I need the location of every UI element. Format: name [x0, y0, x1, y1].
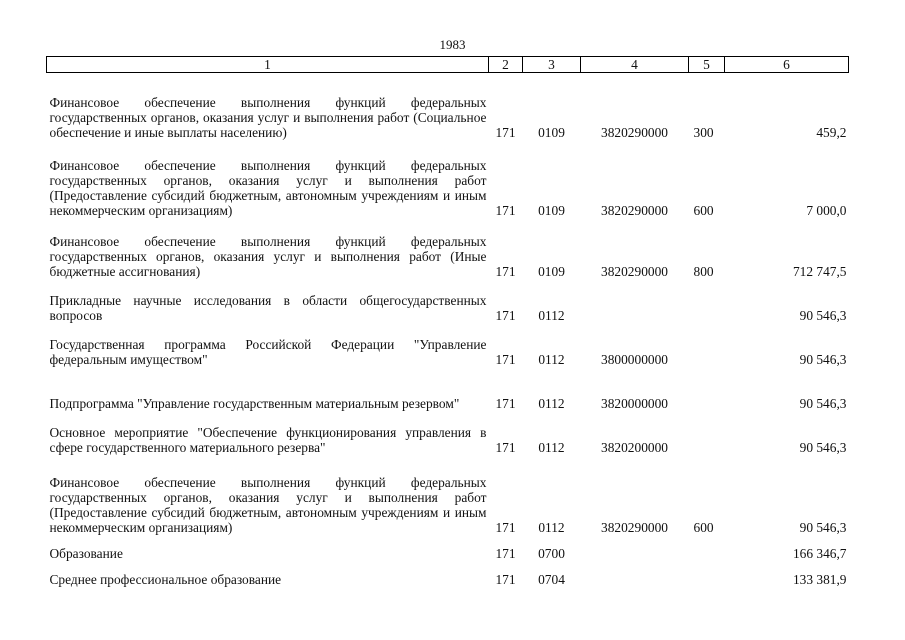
row-amount: 90 546,3	[799, 307, 847, 323]
row-ministry-code: 171	[495, 439, 516, 455]
table-row	[47, 286, 849, 330]
row-target-article: 3800000000	[601, 351, 668, 367]
row-ministry-code: 171	[495, 395, 516, 411]
row-ministry-code: 171	[495, 263, 516, 279]
row-name: Образование	[49, 545, 123, 561]
row-expense-type	[689, 374, 725, 418]
row-amount: 712 747,5	[792, 263, 847, 279]
row-target-article: 3820290000	[601, 124, 668, 140]
row-expense-type: 600	[693, 519, 714, 535]
row-section-code: 0112	[538, 307, 565, 323]
column-header-4: 4	[581, 57, 689, 73]
row-name: Финансовое обеспечение выполнения функций федеральных государственных органов, оказания услуг и выполнения работ (Предоставление субсидий бюджетным, автономным учреждениям и иным некоммерческим организациям)	[49, 157, 487, 218]
row-expense-type	[689, 542, 725, 568]
row-name: Основное мероприятие "Обеспечение функционирования управления в сфере государственного материального резерва"	[49, 424, 487, 455]
row-section-code: 0700	[538, 545, 565, 561]
row-section-code: 0109	[538, 202, 565, 218]
row-expense-type	[689, 330, 725, 374]
row-ministry-code: 171	[495, 571, 516, 587]
row-section-code: 0109	[538, 124, 565, 140]
row-amount: 166 346,7	[792, 545, 847, 561]
row-amount: 7 000,0	[806, 202, 847, 218]
row-section-code: 0109	[538, 263, 565, 279]
table-row	[47, 73, 849, 147]
table-row	[47, 568, 849, 594]
row-target-article: 3820290000	[601, 202, 668, 218]
row-expense-type: 600	[693, 202, 714, 218]
row-expense-type	[689, 418, 725, 462]
row-expense-type	[689, 568, 725, 594]
row-name: Государственная программа Российской Федерации "Управление федеральным имуществом"	[49, 336, 487, 367]
table-row	[47, 418, 849, 462]
row-ministry-code: 171	[495, 307, 516, 323]
row-ministry-code: 171	[495, 519, 516, 535]
row-section-code: 0112	[538, 351, 565, 367]
row-name: Финансовое обеспечение выполнения функций федеральных государственных органов, оказания услуг и выполнения работ (Иные бюджетные ассигнования)	[49, 233, 487, 279]
table-row	[47, 225, 849, 286]
column-header-5: 5	[689, 57, 725, 73]
row-name: Финансовое обеспечение выполнения функций федеральных государственных органов, оказания услуг и выполнения работ (Предоставление субсидий бюджетным, автономным учреждениям и иным некоммерческим организациям)	[49, 474, 487, 535]
column-header-1: 1	[47, 57, 489, 73]
table-header-row	[47, 57, 849, 73]
row-target-article	[581, 286, 689, 330]
table-row	[47, 462, 849, 542]
row-target-article: 3820200000	[601, 439, 668, 455]
row-amount: 90 546,3	[799, 439, 847, 455]
row-section-code: 0704	[538, 571, 565, 587]
row-expense-type	[689, 286, 725, 330]
table-row	[47, 542, 849, 568]
row-amount: 90 546,3	[799, 395, 847, 411]
row-target-article: 3820290000	[601, 263, 668, 279]
row-amount: 90 546,3	[799, 519, 847, 535]
page-number: 1983	[439, 37, 466, 52]
row-ministry-code: 171	[495, 124, 516, 140]
budget-table	[46, 56, 849, 594]
row-name: Финансовое обеспечение выполнения функций федеральных государственных органов, оказания услуг и выполнения работ (Социальное обеспечение и иные выплаты населению)	[49, 94, 487, 140]
row-ministry-code: 171	[495, 351, 516, 367]
row-section-code: 0112	[538, 395, 565, 411]
row-name: Среднее профессиональное образование	[49, 571, 282, 587]
row-target-article: 3820000000	[601, 395, 668, 411]
row-amount: 459,2	[816, 124, 847, 140]
row-amount: 133 381,9	[792, 571, 847, 587]
column-header-2: 2	[489, 57, 523, 73]
column-header-3: 3	[523, 57, 581, 73]
table-row	[47, 147, 849, 225]
row-section-code: 0112	[538, 439, 565, 455]
row-expense-type: 800	[693, 263, 714, 279]
table-row	[47, 374, 849, 418]
row-name: Прикладные научные исследования в области общегосударственных вопросов	[49, 292, 487, 323]
row-ministry-code: 171	[495, 545, 516, 561]
row-target-article	[581, 568, 689, 594]
row-expense-type: 300	[693, 124, 714, 140]
row-target-article: 3820290000	[601, 519, 668, 535]
row-section-code: 0112	[538, 519, 565, 535]
column-header-6: 6	[725, 57, 849, 73]
row-amount: 90 546,3	[799, 351, 847, 367]
table-row	[47, 330, 849, 374]
row-ministry-code: 171	[495, 202, 516, 218]
row-name: Подпрограмма "Управление государственным материальным резервом"	[49, 395, 460, 411]
row-target-article	[581, 542, 689, 568]
